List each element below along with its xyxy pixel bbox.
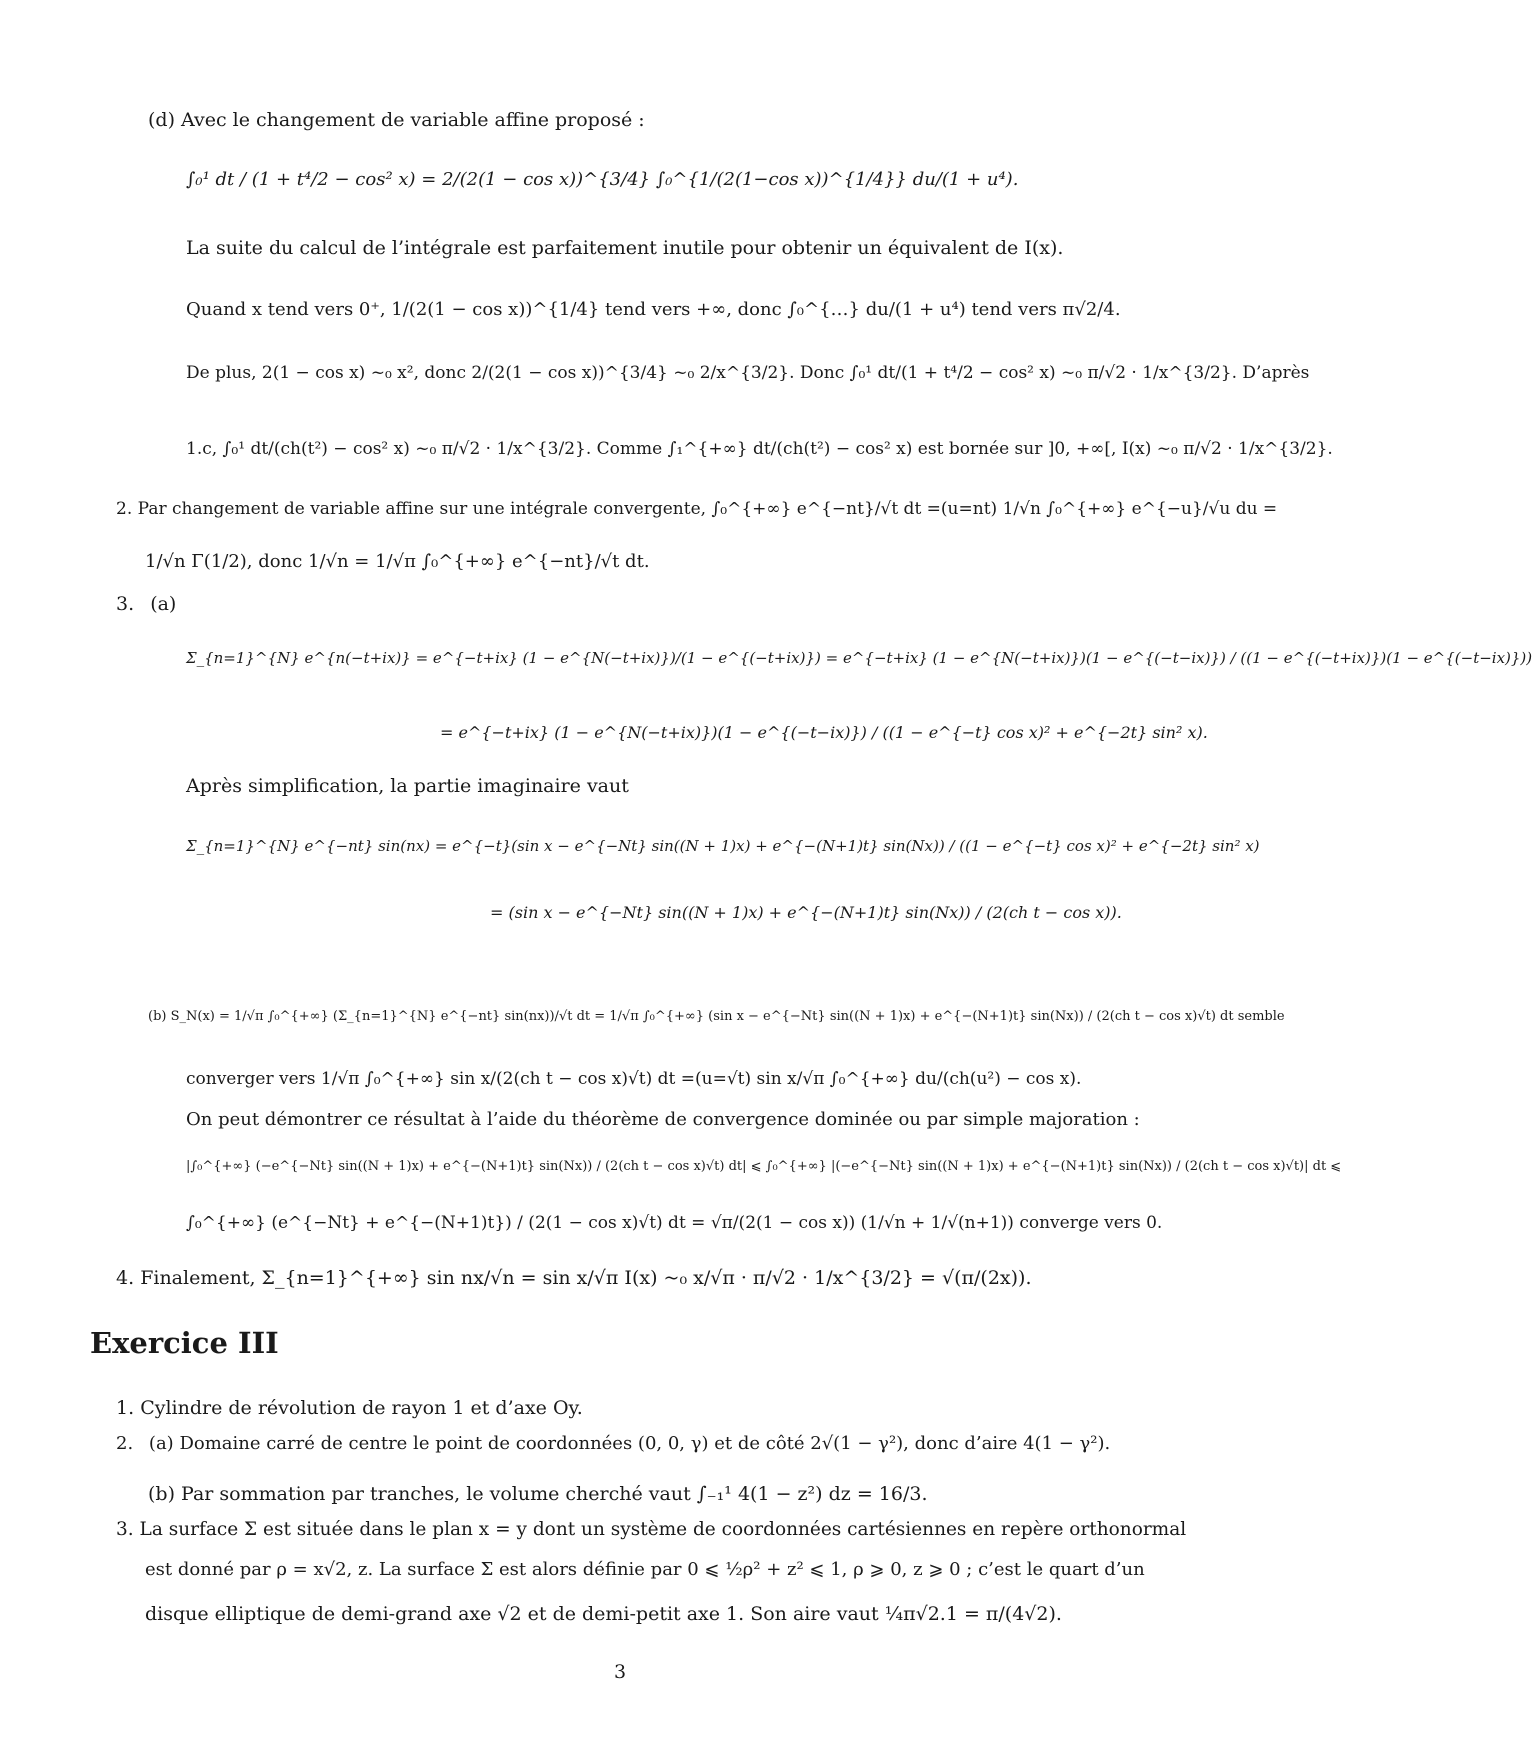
item-2-line1	[116, 498, 1277, 521]
part-d-1c: 1.c, ∫₀¹ dt/(ch(t²) − cos² x) ~₀ π/√2 · 1/x^{3/2}. Comme ∫₁^{+∞} dt/(ch(t²) − cos² x) est bornée sur ]0, +∞[, I(x) ~₀ π/√2 · 1/x^{3/2}.	[186, 439, 1333, 459]
item-3a-label: (a)	[150, 593, 177, 615]
equation-3a-line3: Σ_{n=1}^{N} e^{−nt} sin(nx) = e^{−t}(sin x − e^{−Nt} sin((N + 1)x) + e^{−(N+1)t} sin(Nx)) / ((1 − e^{−t} cos x)² + e^{−2t} sin² x)	[186, 837, 1260, 855]
ex3-item-2-label: 2.	[116, 1433, 134, 1454]
item-3b-line2: converger vers 1/√π ∫₀^{+∞} sin x/(2(ch t − cos x)√t) dt =(u=√t) sin x/√π ∫₀^{+∞} du/(ch(u²) − cos x).	[186, 1069, 1082, 1089]
item-3b-line1	[148, 1008, 1285, 1026]
ex3-item-3-line1	[116, 1518, 1186, 1543]
section-title-exercice-3: Exercice III	[90, 1326, 279, 1360]
item-3b-line3: On peut démontrer ce résultat à l’aide du théorème de convergence dominée ou par simple majoration :	[186, 1109, 1140, 1130]
item-4-text: Finalement, Σ_{n=1}^{+∞} sin nx/√n = sin x/√π I(x) ~₀ x/√π · π/√2 · 1/x^{3/2} = √(π/(2x)).	[140, 1267, 1032, 1289]
ex3-item-2b	[148, 1482, 927, 1508]
ex3-item-3-label: 3.	[116, 1519, 134, 1540]
ex3-item-2b-label: (b)	[148, 1483, 175, 1505]
item-2-label: 2.	[116, 499, 133, 519]
equation-d1: ∫₀¹ dt / (1 + t⁴/2 − cos² x) = 2/(2(1 − cos x))^{3/4} ∫₀^{1/(2(1−cos x))^{1/4}} du/(1 + u⁴).	[186, 169, 1019, 190]
ex3-item-3-text1: La surface Σ est située dans le plan x = y dont un système de coordonnées cartésiennes en repère orthonormal	[139, 1519, 1187, 1540]
item-3b-label: (b)	[148, 1009, 167, 1024]
ex3-item-1	[116, 1396, 583, 1422]
part-d-intro-text: Avec le changement de variable affine proposé :	[181, 109, 645, 131]
ex3-item-3-line3: disque elliptique de demi-grand axe √2 et de demi-petit axe 1. Son aire vaut ¼π√2.1 = π/(4√2).	[145, 1603, 1062, 1625]
item-4-label: 4.	[116, 1267, 135, 1289]
equation-3a-line1: Σ_{n=1}^{N} e^{n(−t+ix)} = e^{−t+ix} (1 − e^{N(−t+ix)})/(1 − e^{(−t+ix)}) = e^{−t+ix} (1 − e^{N(−t+ix)})(1 − e^{(−t−ix)}) / ((1 − e^{(−t+ix)})(1 − e^{(−t−ix)}))	[186, 649, 1532, 667]
item-3b-line5: ∫₀^{+∞} (e^{−Nt} + e^{−(N+1)t}) / (2(1 − cos x)√t) dt = √π/(2(1 − cos x)) (1/√n + 1/√(n+1)) converge vers 0.	[186, 1213, 1163, 1233]
item-3a-after: Après simplification, la partie imaginaire vaut	[186, 775, 629, 797]
item-2-text1: Par changement de variable affine sur une intégrale convergente, ∫₀^{+∞} e^{−nt}/√t dt =(u=nt) 1/√n ∫₀^{+∞} e^{−u}/√u du =	[137, 499, 1278, 519]
ex3-item-1-label: 1.	[116, 1397, 135, 1419]
ex3-item-2a	[116, 1432, 1110, 1456]
item-2-line2: 1/√n Γ(1/2), donc 1/√n = 1/√π ∫₀^{+∞} e^{−nt}/√t dt.	[145, 551, 650, 572]
part-d-deplus: De plus, 2(1 − cos x) ~₀ x², donc 2/(2(1 − cos x))^{3/4} ~₀ 2/x^{3/2}. Donc ∫₀¹ dt/(1 + t⁴/2 − cos² x) ~₀ π/√2 · 1/x^{3/2}. D’après	[186, 363, 1310, 383]
ex3-item-2b-text: Par sommation par tranches, le volume cherché vaut ∫₋₁¹ 4(1 − z²) dz = 16/3.	[181, 1483, 928, 1505]
item-3b-text1: S_N(x) = 1/√π ∫₀^{+∞} (Σ_{n=1}^{N} e^{−nt} sin(nx))/√t dt = 1/√π ∫₀^{+∞} (sin x − e^{−Nt} sin((N + 1)x) + e^{−(N+1)t} sin(Nx)) / (2(ch t − cos x)√t) dt semble	[170, 1009, 1285, 1024]
equation-3a-line4: = (sin x − e^{−Nt} sin((N + 1)x) + e^{−(N+1)t} sin(Nx)) / (2(ch t − cos x)).	[490, 903, 1122, 922]
ex3-item-1-text: Cylindre de révolution de rayon 1 et d’axe Oy.	[140, 1397, 583, 1419]
part-d-intro	[148, 108, 645, 134]
ex3-item-2a-label: (a)	[148, 1433, 174, 1454]
part-d-label: (d)	[148, 109, 175, 131]
part-d-remark: La suite du calcul de l’intégrale est parfaitement inutile pour obtenir un équivalent de I(x).	[186, 237, 1064, 259]
item-3b-line4: |∫₀^{+∞} (−e^{−Nt} sin((N + 1)x) + e^{−(N+1)t} sin(Nx)) / (2(ch t − cos x)√t) dt| ⩽ ∫₀^{+∞} |(−e^{−Nt} sin((N + 1)x) + e^{−(N+1)t} sin(Nx)) / (2(ch t − cos x)√t)| dt ⩽	[186, 1159, 1342, 1174]
equation-3a-line2: = e^{−t+ix} (1 − e^{N(−t+ix)})(1 − e^{(−t−ix)}) / ((1 − e^{−t} cos x)² + e^{−2t} sin² x).	[440, 723, 1208, 742]
item-3-label: 3.	[116, 593, 135, 615]
page-number: 3	[613, 1661, 627, 1683]
item-4	[116, 1266, 1032, 1292]
ex3-item-2a-text: Domaine carré de centre le point de coordonnées (0, 0, γ) et de côté 2√(1 − γ²), donc d’aire 4(1 − γ²).	[179, 1433, 1111, 1454]
part-d-quand: Quand x tend vers 0⁺, 1/(2(1 − cos x))^{1/4} tend vers +∞, donc ∫₀^{…} du/(1 + u⁴) tend vers π√2/4.	[186, 299, 1121, 320]
item-3-head	[116, 592, 176, 618]
ex3-item-3-line2: est donné par ρ = x√2, z. La surface Σ est alors définie par 0 ⩽ ½ρ² + z² ⩽ 1, ρ ⩾ 0, z ⩾ 0 ; c’est le quart d’un	[145, 1559, 1145, 1580]
